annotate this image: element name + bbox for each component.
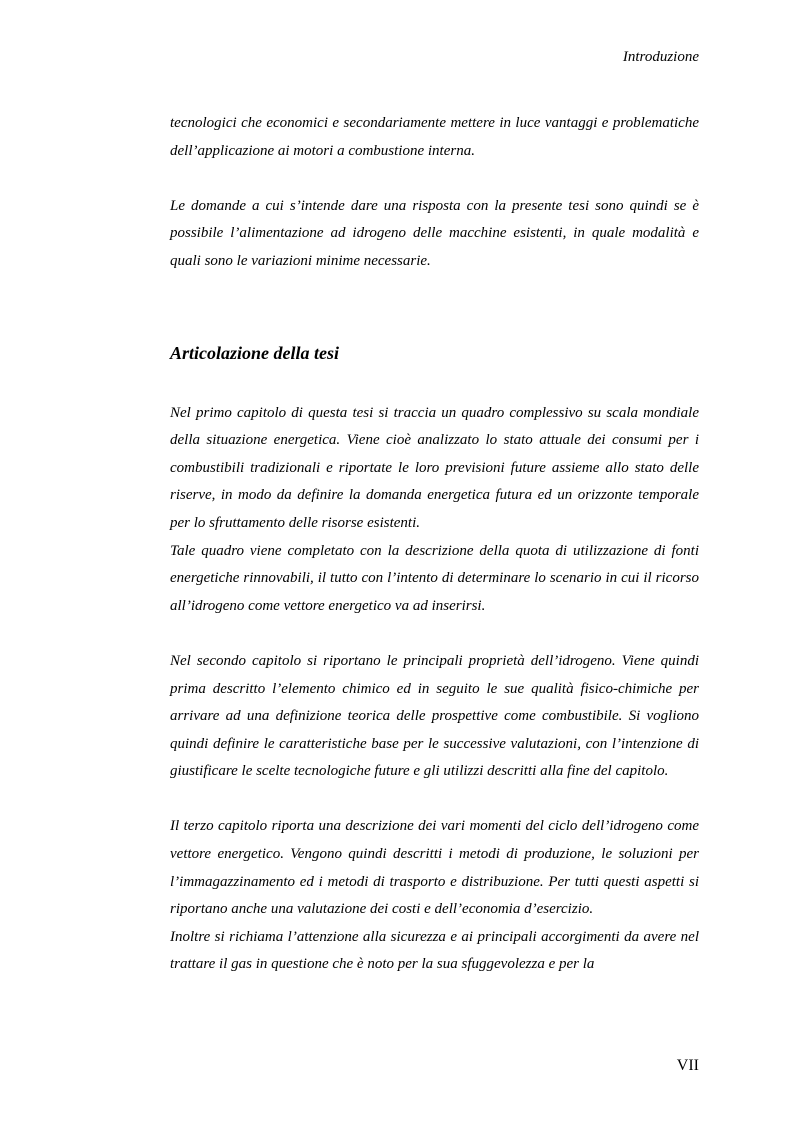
section-paragraph: Il terzo capitolo riporta una descrizione dei vari momenti del ciclo dell’idrogeno come vettore energetico. Vengono quindi descritti i metodi di produzione, le soluzioni per l’immagazzinamento ed i metodi di trasporto e distribuzione. Per tutti questi aspetti si riportano anche una valutazione dei costi e dell’economia d’esercizio. (170, 818, 699, 918)
section-paragraph: Inoltre si richiama l’attenzione alla sicurezza e ai principali accorgimenti da avere nel trattare il gas in questione che è noto per la sua sfuggevolezza e per la (170, 928, 699, 973)
section-paragraph: Tale quadro viene completato con la descrizione della quota di utilizzazione di fonti energetiche rinnovabili, il tutto con l’intento di determinare lo scenario in cui il ricorso all’idrogeno come vettore energetico va ad inserirsi. (170, 542, 699, 614)
page-number: VII (676, 1057, 699, 1074)
section-paragraph: Nel secondo capitolo si riportano le principali proprietà dell’idrogeno. Viene quindi prima descritto l’elemento chimico ed in seguito le sue qualità fisico-chimiche per arrivare ad una definizione teorica delle prospettive come combustibile. Si vogliono quindi definire le caratteristiche base per le successive valutazioni, con l’intenzione di giustificare le scelte tecnologiche future e gli utilizzi descritti alla fine del capitolo. (170, 652, 699, 780)
section-heading: Articolazione della tesi (170, 342, 339, 363)
body-paragraph: Le domande a cui s’intende dare una risposta con la presente tesi sono quindi se è possibile l’alimentazione ad idrogeno delle macchine esistenti, in quale modalità e quali sono le variazioni minime necessarie. (170, 197, 699, 269)
page-body (170, 110, 699, 979)
body-paragraph: tecnologici che economici e secondariamente mettere in luce vantaggi e problematiche dell’applicazione ai motori a combustione interna. (170, 115, 699, 159)
running-header-title: Introduzione (622, 49, 699, 65)
section-paragraph: Nel primo capitolo di questa tesi si traccia un quadro complessivo su scala mondiale della situazione energetica. Viene cioè analizzato lo stato attuale dei consumi per i combustibili tradizionali e riportate le loro previsioni future assieme allo stato delle riserve, in modo da definire la domanda energetica futura ed un orizzonte temporale per lo sfruttamento delle risorse esistenti. (170, 404, 699, 531)
